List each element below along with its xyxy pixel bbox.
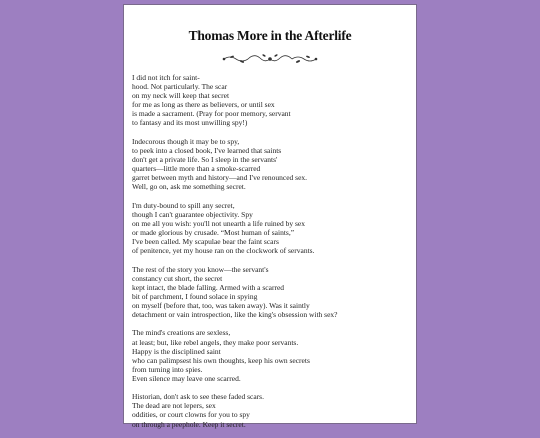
poem-line: I've been called. My scapulae bear the faint scars xyxy=(132,237,279,247)
poem-line: who can palimpsest his own thoughts, keep his own secrets xyxy=(132,355,310,365)
poem-line: bit of parchment, I found solace in spying xyxy=(132,291,258,301)
poem-line: don't get a private life. So I sleep in the servants' xyxy=(132,155,278,165)
poem-line: on through a peephole. Keep it secret. xyxy=(132,419,246,429)
poem-line: on myself (before that, too, was taken away). Was it saintly xyxy=(132,300,310,310)
poem-line: detachment or vain introspection, like the king's obsession with sex? xyxy=(132,310,338,320)
poem-line: is made a sacrament. (Pray for poor memory, servant xyxy=(132,109,291,119)
poem-line: from turning into spies. xyxy=(132,364,203,374)
poem-line: on my neck will keep that secret xyxy=(132,91,230,101)
poem-line: Well, go on, ask me something secret. xyxy=(132,182,246,192)
poem-line: I did not itch for saint- xyxy=(132,73,200,82)
poem-line: Even silence may leave one scarred. xyxy=(132,373,241,383)
floral-divider-icon xyxy=(220,52,320,66)
poem-line: kept intact, the blade falling. Armed with a scarred xyxy=(132,282,285,292)
poem-title: Thomas More in the Afterlife xyxy=(188,28,352,43)
poem-line: Indecorous though it may be to spy, xyxy=(132,136,240,146)
poem-line: to peek into a closed book, I've learned that saints xyxy=(132,145,282,155)
poem-stanza xyxy=(132,328,414,383)
poem-line: for me as long as there as believers, or until sex xyxy=(132,100,275,110)
poem-page xyxy=(123,4,417,429)
poem-line: Historian, don't ask to see these faded scars. xyxy=(132,392,264,402)
poem-line: quarters—little more than a smoke-scarred xyxy=(132,164,261,174)
poem-line: garret between myth and history—and I've renounced sex. xyxy=(132,173,308,183)
poem-stanza xyxy=(132,392,414,428)
poem-line: The dead are not lepers, sex xyxy=(132,401,216,411)
poem-line: to fantasy and its most unwilling spy!) xyxy=(132,118,248,128)
poem-line: hood. Not particularly. The scar xyxy=(132,82,228,92)
poem-line: of penitence, yet my house ran on the clockwork of servants. xyxy=(132,246,315,256)
poem-line: The mind's creations are sexless, xyxy=(132,328,231,338)
poem-line: oddities, or court clowns for you to spy xyxy=(132,410,250,420)
poem-stanza xyxy=(132,265,414,320)
poem-line: The rest of the story you know—the servant's xyxy=(132,264,269,274)
poem-line: I'm duty-bound to spill any secret, xyxy=(132,200,235,210)
poem-line: at least; but, like rebel angels, they make poor servants. xyxy=(132,337,299,347)
poem-line: Happy is the disciplined saint xyxy=(132,346,221,356)
poem-line: on me all you wish: you'll not unearth a life ruined by sex xyxy=(132,218,305,228)
poem-line: constancy cut short, the secret xyxy=(132,273,223,283)
poem-stanza xyxy=(132,73,414,128)
poem-line: though I can't guarantee objectivity. Spy xyxy=(132,209,253,219)
poem-body xyxy=(132,73,414,438)
poem-stanza xyxy=(132,201,414,256)
poem-line: or made glorious by crusade. “Most human of saints,” xyxy=(132,228,295,237)
poem-stanza xyxy=(132,137,414,192)
